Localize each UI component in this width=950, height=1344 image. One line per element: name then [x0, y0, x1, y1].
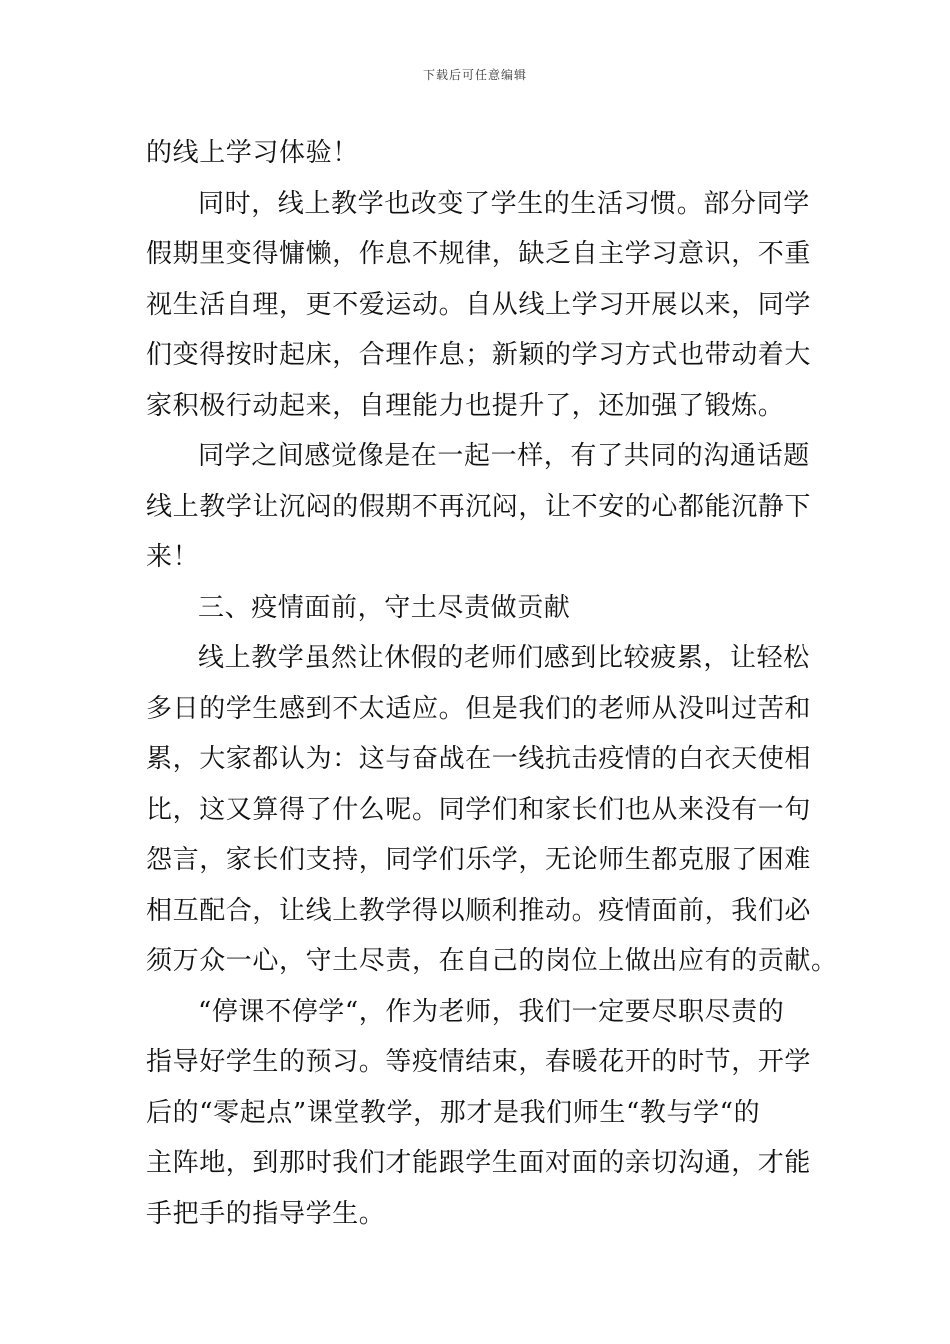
text-line: 多日的学生感到不太适应。但是我们的老师从没叫过苦和: [146, 693, 812, 724]
text-line: 视生活自理，更不爱运动。自从线上学习开展以来，同学: [146, 289, 812, 320]
text-line: 线上教学虽然让休假的老师们感到比较疲累，让轻松: [198, 643, 810, 673]
text-line: 怨言，家长们支持，同学们乐学，无论师生都克服了困难: [146, 845, 812, 875]
text-line: 线上教学让沉闷的假期不再沉闷，让不安的心都能沉静下: [146, 491, 812, 522]
section-heading: 三、疫情面前，守土尽责做贡献: [198, 592, 571, 623]
text-line: 主阵地，到那时我们才能跟学生面对面的亲切沟通，才能: [146, 1148, 812, 1178]
text-line: 家积极行动起来，自理能力也提升了，还加强了锻炼。: [146, 390, 785, 421]
text-line: 来！: [146, 542, 200, 572]
text-line: 比，这又算得了什么呢。同学们和家长们也从来没有一句: [146, 794, 812, 825]
text-line: 指导好学生的预习。等疫情结束，春暖花开的时节，开学: [146, 1047, 812, 1077]
text-line: 们变得按时起床，合理作息；新颖的学习方式也带动着大: [146, 340, 812, 370]
body-text: [146, 128, 838, 1239]
text-line: 手把手的指导学生。: [146, 1198, 386, 1229]
text-line: 累，大家都认为：这与奋战在一线抗击疫情的白衣天使相: [146, 744, 812, 774]
text-line: 的线上学习体验！: [146, 138, 359, 168]
page-header: 下载后可任意编辑: [422, 68, 527, 82]
text-line: 相互配合，让线上教学得以顺利推动。疫情面前，我们必: [146, 895, 812, 926]
text-line: 后的“零起点”课堂教学，那才是我们师生“教与学“的: [146, 1097, 761, 1128]
text-line: 假期里变得慵懒，作息不规律，缺乏自主学习意识，不重: [146, 239, 812, 269]
text-line: 须万众一心，守土尽责，在自己的岗位上做出应有的贡献。: [146, 946, 838, 976]
text-line: “停课不停学“，作为老师，我们一定要尽职尽责的: [198, 996, 785, 1027]
text-line: 同时，线上教学也改变了学生的生活习惯。部分同学: [198, 188, 810, 219]
text-line: 同学之间感觉像是在一起一样，有了共同的沟通话题: [198, 441, 810, 471]
